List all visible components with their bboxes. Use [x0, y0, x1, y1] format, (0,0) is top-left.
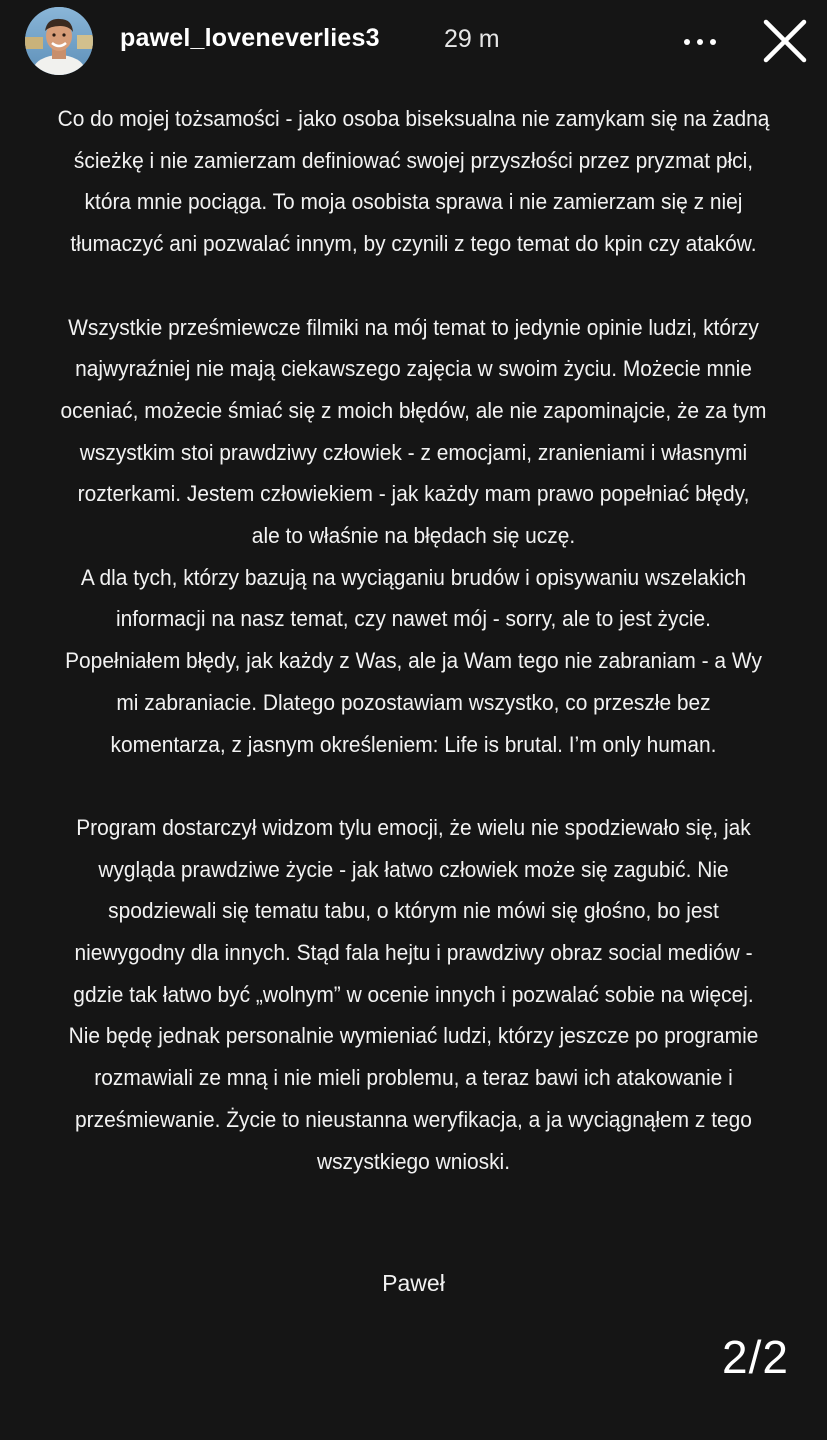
close-x-icon: [758, 14, 812, 68]
text-line: niewygodny dla innych. Stąd fala hejtu i prawdziwy obraz social mediów -: [74, 940, 753, 966]
paragraph-program: [46, 807, 782, 1182]
page-indicator: 2/2: [722, 1331, 789, 1383]
text-line: A dla tych, którzy bazują na wyciąganiu brudów i opisywaniu wszelakich: [80, 564, 747, 590]
text-line: Program dostarczył widzom tylu emocji, że wielu nie spodziewało się, jak: [76, 814, 751, 840]
text-line: rozterkami. Jestem człowiekiem - jak każdy mam prawo popełniać błędy,: [77, 481, 750, 507]
post-time: 29 m: [444, 25, 500, 53]
story-header: [0, 0, 827, 84]
text-line: najwyraźniej nie mają ciekawszego zajęcia w swoim życiu. Możecie mnie: [75, 356, 752, 382]
text-line: ścieżkę i nie zamierzam definiować swojej przyszłości przez pryzmat płci,: [73, 147, 754, 173]
paragraph-spacer: [46, 265, 782, 307]
text-line: Co do mojej tożsamości - jako osoba biseksualna nie zamykam się na żadną: [57, 106, 770, 131]
text-line: prześmiewanie. Życie to nieustanna weryfikacja, a ja wyciągnąłem z tego: [75, 1106, 752, 1132]
text-line: tłumaczyć ani pozwalać innym, by czynili z tego temat do kpin czy ataków.: [70, 231, 757, 257]
story-text: [46, 98, 782, 1182]
text-line: wszystkim stoi prawdziwy człowiek - z emocjami, zranieniami i własnymi: [79, 439, 748, 465]
text-line: która mnie pociąga. To moja osobista sprawa i nie zamierzam się z niej: [84, 189, 743, 215]
text-line: informacji na nasz temat, czy nawet mój - sorry, ale to jest życie.: [115, 606, 712, 632]
text-line: wygląda prawdziwe życie - jak łatwo człowiek może się zagubić. Nie: [98, 856, 729, 882]
text-line: spodziewali się tematu tabu, o którym nie mówi się głośno, bo jest: [108, 898, 719, 924]
paragraph-spacer: [46, 765, 782, 807]
username[interactable]: pawel_loveneverlies3: [120, 24, 380, 52]
text-line: Popełniałem błędy, jak każdy z Was, ale ja Wam tego nie zabraniam - a Wy: [65, 648, 762, 674]
text-line: mi zabraniacie. Dlatego pozostawiam wszystko, co przeszłe bez: [116, 689, 711, 715]
paragraph-identity: [46, 98, 782, 265]
close-button[interactable]: [758, 14, 812, 68]
text-line: Nie będę jednak personalnie wymieniać ludzi, którzy jeszcze po programie: [68, 1023, 759, 1049]
avatar[interactable]: [25, 7, 93, 75]
text-line: Wszystkie prześmiewcze filmiki na mój temat to jedynie opinie ludzi, którzy: [68, 314, 759, 340]
text-line: gdzie tak łatwo być „wolnym” w ocenie innych i pozwalać sobie na więcej.: [73, 981, 754, 1007]
text-line: oceniać, możecie śmiać się z moich błędów, ale nie zapominajcie, że za tym: [60, 397, 767, 423]
paragraph-opinions: [46, 307, 782, 766]
text-line: ale to właśnie na błędach się uczę.: [251, 523, 576, 549]
more-options-button[interactable]: [676, 22, 724, 62]
more-dots-icon: [710, 39, 716, 45]
more-dots-icon: [697, 39, 703, 45]
text-line: wszystkiego wnioski.: [316, 1148, 511, 1174]
profile-photo: [25, 7, 93, 75]
more-dots-icon: [684, 39, 690, 45]
text-line: komentarza, z jasnym określeniem: Life is brutal. I’m only human.: [110, 731, 717, 757]
text-line: rozmawiali ze mną i nie mieli problemu, a teraz bawi ich atakowanie i: [94, 1065, 733, 1091]
signature: Paweł: [382, 1270, 445, 1296]
